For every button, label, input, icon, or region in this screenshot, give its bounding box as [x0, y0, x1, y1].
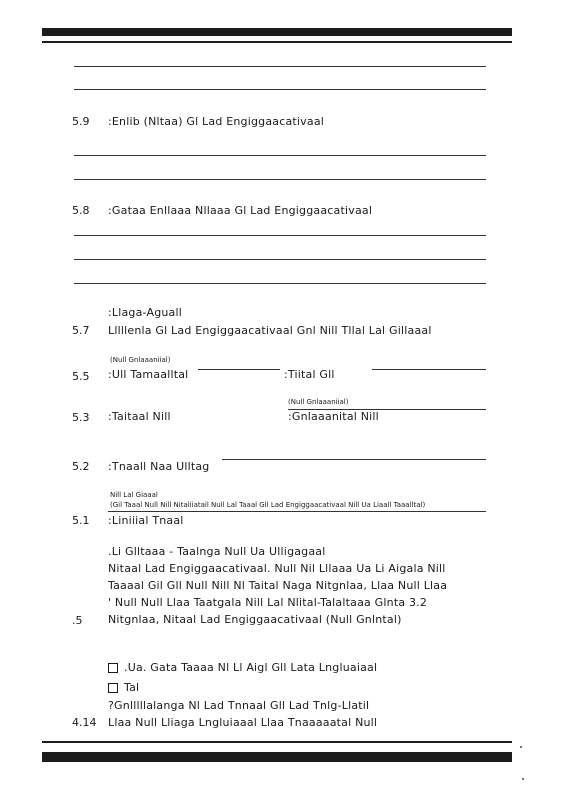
write-line	[74, 283, 486, 284]
section-number: 5.3	[72, 411, 90, 424]
section-number: 5.1	[72, 514, 90, 527]
field-label: Llaga-Aguall:	[108, 306, 183, 319]
field-hint: (Null Gnlaaaniial)	[288, 398, 349, 406]
input-line[interactable]	[108, 511, 486, 512]
section-number: 4.14	[72, 716, 97, 729]
section-number: 5.5	[72, 370, 90, 383]
top-border-bar	[42, 28, 512, 36]
section-number: 5.8	[72, 204, 90, 217]
checkbox[interactable]	[108, 663, 118, 673]
field-label: Tiital Gll:	[284, 368, 335, 381]
bottom-thin-rule	[42, 741, 512, 743]
write-line	[74, 179, 486, 180]
checkbox[interactable]	[108, 683, 118, 693]
input-line[interactable]	[222, 459, 486, 460]
write-line	[74, 89, 486, 90]
input-line[interactable]	[198, 369, 280, 370]
checkbox-label: Ua. Gata Taaaa Nl Ll Aigl Gll Lata Lngluaiaal.	[124, 661, 378, 674]
bottom-border-bar	[42, 752, 512, 762]
checkbox-label: Tal	[124, 681, 140, 694]
write-line	[74, 235, 486, 236]
paragraph-line: Li Glltaaa - Taalnga Null Ua Ulligagaal.	[108, 545, 326, 558]
section-number: 5.9	[72, 115, 90, 128]
field-label: Liniiial Tnaal:	[108, 514, 184, 527]
field-label: Ull Tamaalltal:	[108, 368, 189, 381]
field-hint: (Null Gnlaaaniial)	[110, 356, 171, 364]
paragraph-line: Taaaal Gil Gll Null Nill Nl Taital Naga Nitgnlaa, Llaa Null Llaa	[108, 579, 448, 592]
field-label: Tnaall Naa Ulltag:	[108, 460, 210, 473]
section-number: 5.	[72, 614, 83, 627]
field-hint: (Gil Taaal Null Nill Nitaliiatail Null Lal Taaal Gll Lad Engiggaacativaal Nill Ua Liaall Taaalltal)	[110, 501, 426, 509]
input-line[interactable]	[372, 369, 486, 370]
paragraph-line: Null Null Llaa Taatgala Nill Lal Nlital-Talaltaaa Glnta 3.2 '	[108, 596, 428, 609]
section-number: 5.2	[72, 460, 90, 473]
question-line: Gnlllllalanga Nl Lad Tnnaal Gll Lad Tnlg-Llatil?	[108, 699, 370, 712]
write-line	[74, 259, 486, 260]
field-label: Enlib (Nltaa) Gl Lad Engiggaacativaal:	[108, 115, 325, 128]
field-label: Gataa Enllaaa Nllaaa Gl Lad Engiggaacativaal:	[108, 204, 373, 217]
scan-speck	[522, 778, 524, 780]
paragraph-line: Nitgnlaa, Nitaal Lad Engiggaacativaal (Null Gnlntal)	[108, 613, 402, 626]
field-label: Taitaal Nill:	[108, 410, 171, 423]
write-line	[74, 155, 486, 156]
top-thin-rule	[42, 41, 512, 43]
scan-speck	[520, 746, 522, 748]
section-number: 5.7	[72, 324, 90, 337]
write-line	[74, 66, 486, 67]
field-hint: Nill Lal Giaaal	[110, 491, 158, 499]
field-label: Gnlaaanital Nill:	[288, 410, 379, 423]
paragraph-line: Nitaal Lad Engiggaacativaal. Null Nil Lllaaa Ua Li Aigala Nill	[108, 562, 446, 575]
question-line: Llaa Null Lliaga Lngluiaaal Llaa Tnaaaaatal Null	[108, 716, 378, 729]
field-label: Lllllenla Gl Lad Engiggaacativaal Gnl Nill Tllal Lal Gillaaal	[108, 324, 432, 337]
